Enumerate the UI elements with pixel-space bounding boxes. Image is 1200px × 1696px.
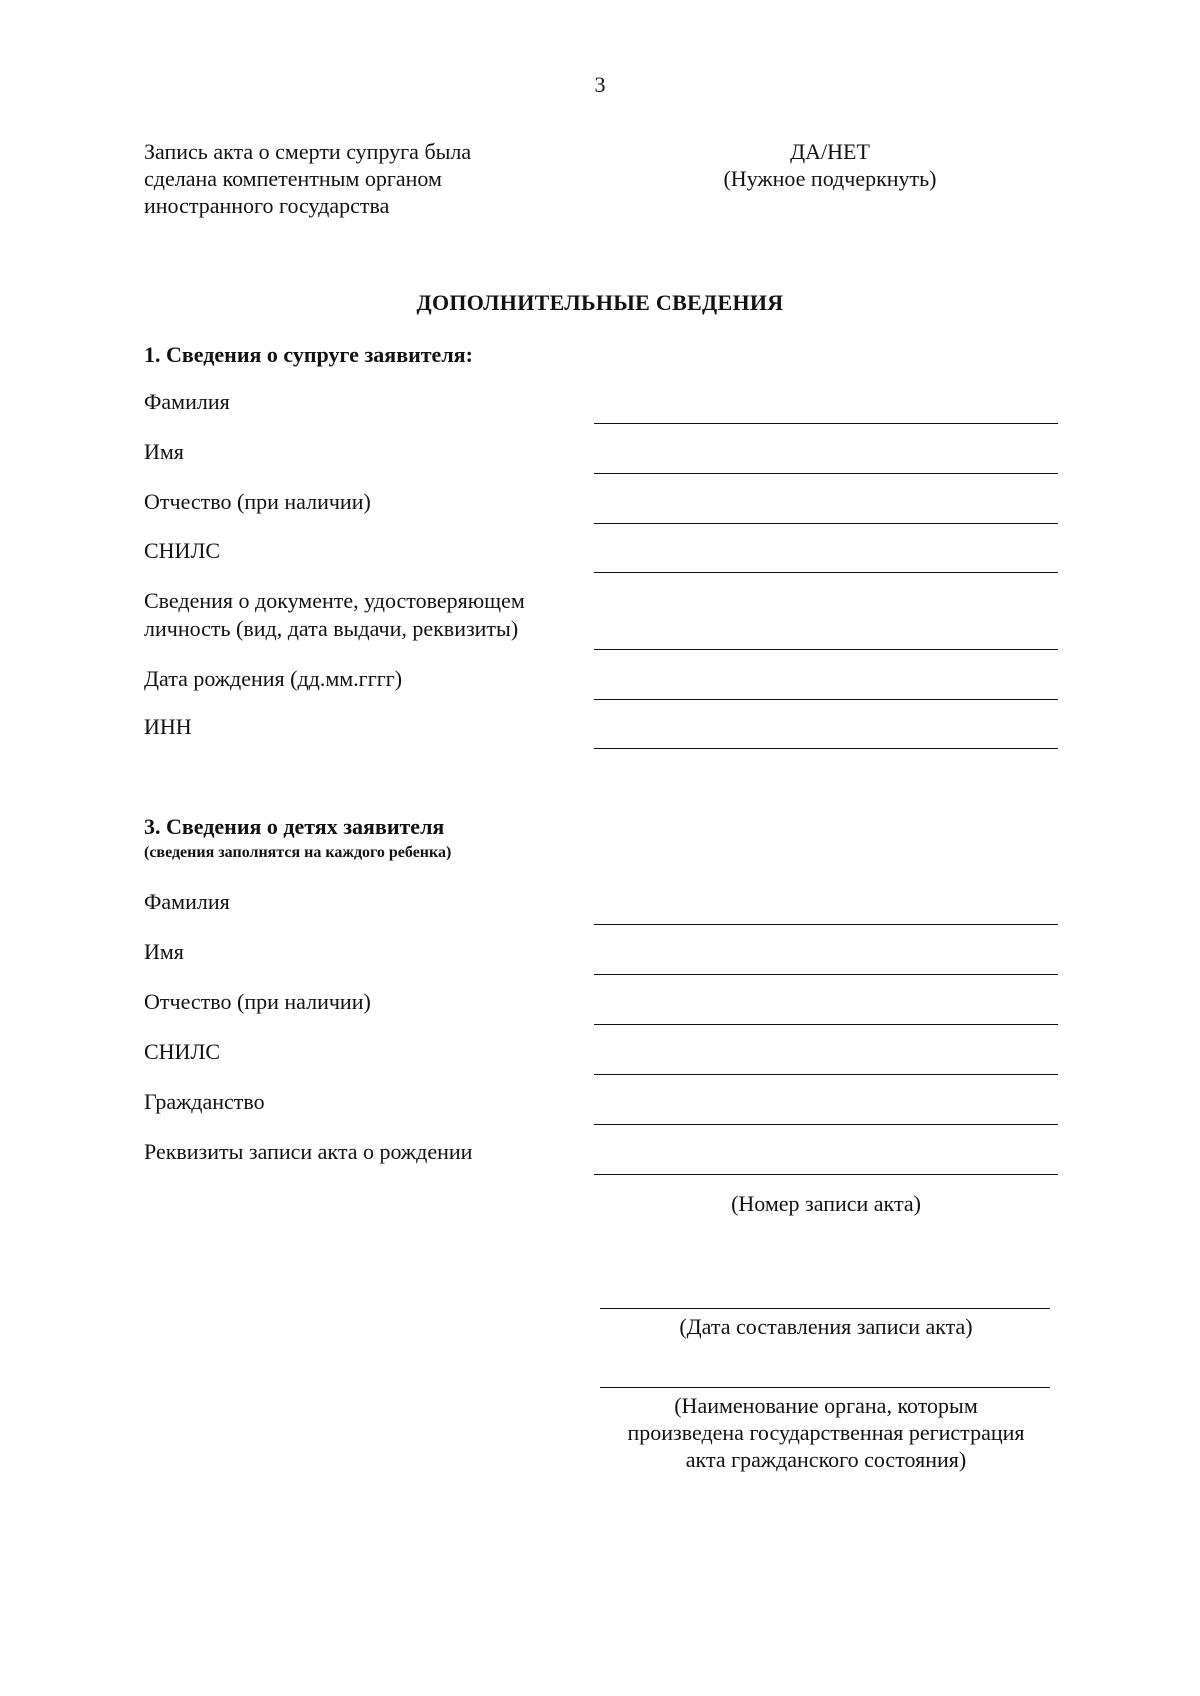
child-patronymic-label: Отчество (при наличии) (144, 989, 371, 1014)
child-name-field[interactable] (594, 974, 1058, 975)
spouse-patronymic-field[interactable] (594, 523, 1058, 524)
spouse-inn-field[interactable] (594, 748, 1058, 749)
child-snils-label: СНИЛС (144, 1039, 221, 1064)
label-line: личность (вид, дата выдачи, реквизиты) (144, 616, 519, 641)
page-number: 3 (594, 72, 606, 97)
question-line: иностранного государства (144, 193, 390, 218)
record-date-field[interactable] (600, 1308, 1050, 1309)
spouse-surname-label: Фамилия (144, 389, 230, 414)
label-line: Сведения о документе, удостоверяющем (144, 588, 525, 613)
yes-no-note: (Нужное подчеркнуть) (723, 166, 937, 191)
child-patronymic-field[interactable] (594, 1024, 1058, 1025)
question-line: Запись акта о смерти супруга была (144, 139, 472, 164)
child-surname-label: Фамилия (144, 889, 230, 914)
child-birth-record-label: Реквизиты записи акта о рождении (144, 1139, 473, 1164)
spouse-surname-field[interactable] (594, 423, 1058, 424)
child-citizenship-label: Гражданство (144, 1089, 265, 1114)
yes-no-option[interactable]: ДА/НЕТ (790, 139, 870, 164)
death-record-question (144, 138, 471, 219)
spouse-snils-field[interactable] (594, 572, 1058, 573)
question-line: сделана компетентным органом (144, 166, 442, 191)
spouse-id-document-field[interactable] (594, 649, 1058, 650)
caption-line: произведена государственная регистрация (627, 1420, 1025, 1445)
caption-line: (Наименование органа, которым (674, 1393, 978, 1418)
spouse-name-field[interactable] (594, 473, 1058, 474)
authority-caption (580, 1392, 1072, 1473)
spouse-id-document-label (144, 587, 525, 643)
main-title: ДОПОЛНИТЕЛЬНЫЕ СВЕДЕНИЯ (416, 290, 784, 315)
spouse-snils-label: СНИЛС (144, 538, 221, 563)
section1-title: 1. Сведения о супруге заявителя: (144, 342, 473, 367)
spouse-birthdate-label: Дата рождения (дд.мм.гггг) (144, 666, 403, 691)
record-date-caption: (Дата составления записи акта) (679, 1314, 973, 1339)
authority-field[interactable] (600, 1387, 1050, 1388)
spouse-inn-label: ИНН (144, 714, 192, 739)
spouse-patronymic-label: Отчество (при наличии) (144, 489, 371, 514)
child-name-label: Имя (144, 939, 184, 964)
child-snils-field[interactable] (594, 1074, 1058, 1075)
record-number-caption: (Номер записи акта) (731, 1191, 921, 1216)
child-birth-record-number-field[interactable] (594, 1174, 1058, 1175)
section3-title: 3. Сведения о детях заявителя (144, 814, 445, 839)
section3-subtitle: (сведения заполнятся на каждого ребенка) (144, 844, 452, 861)
spouse-birthdate-field[interactable] (594, 699, 1058, 700)
caption-line: акта гражданского состояния) (685, 1447, 967, 1472)
child-citizenship-field[interactable] (594, 1124, 1058, 1125)
spouse-name-label: Имя (144, 439, 184, 464)
yes-no-choice (700, 138, 960, 192)
child-surname-field[interactable] (594, 924, 1058, 925)
